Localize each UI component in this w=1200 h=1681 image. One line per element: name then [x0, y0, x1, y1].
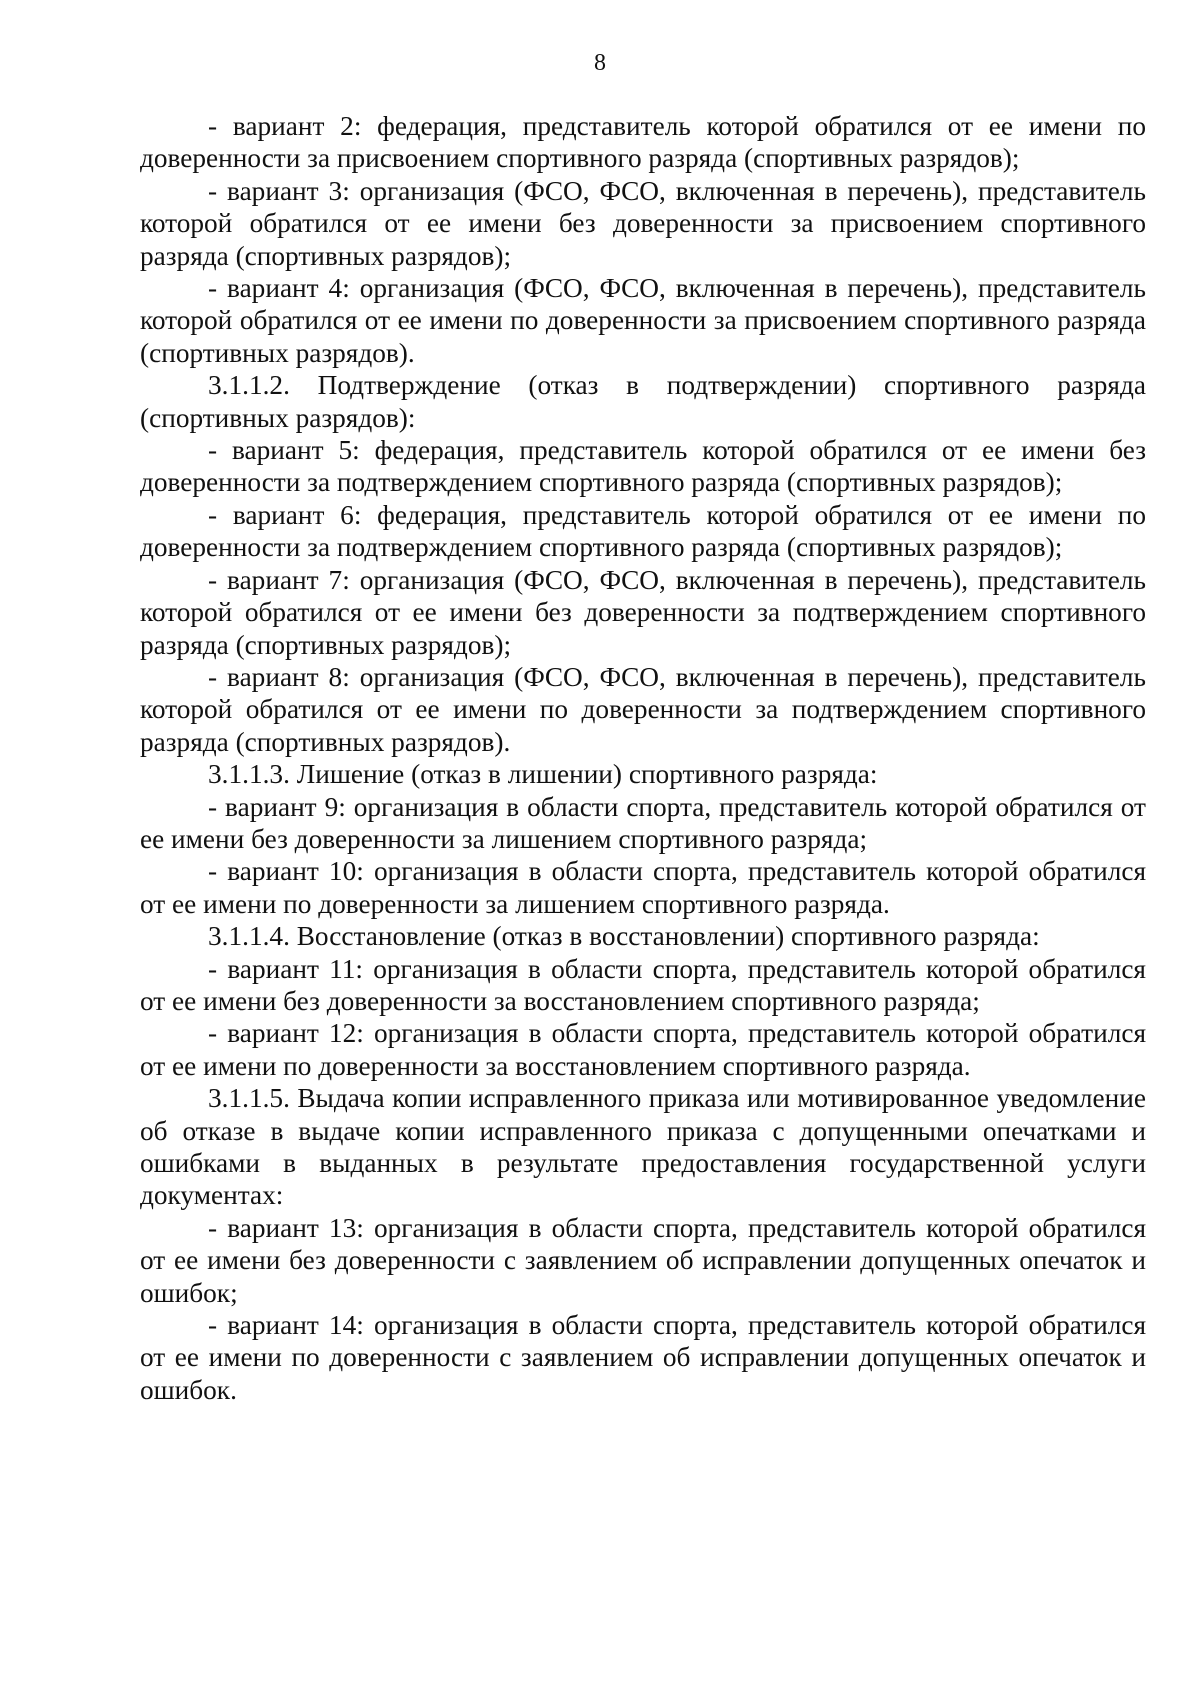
paragraph-variant-10: - вариант 10: организация в области спорта, представитель которой обратился от ее имени по доверенности за лишением спортивного разряда.	[140, 856, 1146, 919]
paragraph-variant-9: - вариант 9: организация в области спорта, представитель которой обратился от ее имени без доверенности за лишением спортивного разряда;	[140, 791, 1146, 854]
paragraph-variant-2: - вариант 2: федерация, представитель которой обратился от ее имени по доверенности за присвоением спортивного разряда (спортивных разрядов);	[140, 111, 1146, 174]
section-heading-3-1-1-2: 3.1.1.2. Подтверждение (отказ в подтверждении) спортивного разряда (спортивных разрядов):	[140, 370, 1146, 433]
paragraph-variant-14: - вариант 14: организация в области спорта, представитель которой обратился от ее имени по доверенности с заявлением об исправлении допущенных опечаток и ошибок.	[140, 1310, 1146, 1405]
paragraph-variant-4: - вариант 4: организация (ФСО, ФСО, включенная в перечень), представитель которой обратился от ее имени по доверенности за присвоением спортивного разряда (спортивных разрядов).	[140, 273, 1146, 368]
page-number: 8	[594, 50, 606, 76]
paragraph-variant-3: - вариант 3: организация (ФСО, ФСО, включенная в перечень), представитель которой обратился от ее имени без доверенности за присвоением спортивного разряда (спортивных разрядов);	[140, 175, 1146, 271]
paragraph-variant-7: - вариант 7: организация (ФСО, ФСО, включенная в перечень), представитель которой обратился от ее имени без доверенности за подтверждением спортивного разряда (спортивных разрядов);	[140, 564, 1146, 660]
section-heading-3-1-1-4: 3.1.1.4. Восстановление (отказ в восстановлении) спортивного разряда:	[208, 921, 1040, 952]
paragraph-variant-11: - вариант 11: организация в области спорта, представитель которой обратился от ее имени без доверенности за восстановлением спортивного разряда;	[140, 953, 1146, 1016]
paragraph-variant-8: - вариант 8: организация (ФСО, ФСО, включенная в перечень), представитель которой обратился от ее имени по доверенности за подтверждением спортивного разряда (спортивных разрядов).	[140, 661, 1146, 757]
paragraph-variant-12: - вариант 12: организация в области спорта, представитель которой обратился от ее имени по доверенности за восстановлением спортивного разряда.	[140, 1018, 1146, 1081]
section-heading-3-1-1-5: 3.1.1.5. Выдача копии исправленного приказа или мотивированное уведомление об отказе в выдаче копии исправленного приказа с допущенными опечатками и ошибками в выданных в результате предоставления государственной услуги документах:	[140, 1083, 1146, 1211]
paragraph-variant-5: - вариант 5: федерация, представитель которой обратился от ее имени без доверенности за подтверждением спортивного разряда (спортивных разрядов);	[140, 435, 1146, 498]
paragraph-variant-13: - вариант 13: организация в области спорта, представитель которой обратился от ее имени без доверенности с заявлением об исправлении допущенных опечаток и ошибок;	[140, 1212, 1146, 1308]
document-body	[140, 110, 1146, 1406]
paragraph-variant-6: - вариант 6: федерация, представитель которой обратился от ее имени по доверенности за подтверждением спортивного разряда (спортивных разрядов);	[140, 499, 1146, 563]
section-heading-3-1-1-3: 3.1.1.3. Лишение (отказ в лишении) спортивного разряда:	[208, 759, 878, 790]
